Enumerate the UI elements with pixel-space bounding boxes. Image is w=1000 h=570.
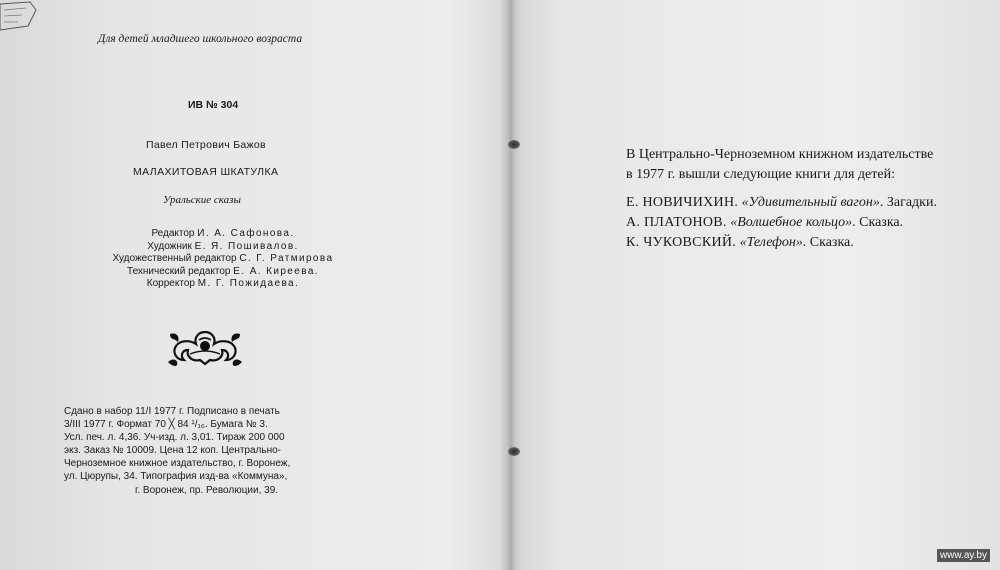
credits-list bbox=[88, 228, 358, 291]
age-note: Для детей младшего школьного возраста bbox=[98, 33, 303, 45]
book-entry bbox=[626, 213, 937, 233]
author-name: Павел Петрович Бажов bbox=[146, 139, 266, 151]
imprint-line: Черноземное книжное издательство, г. Воронеж, bbox=[64, 458, 291, 470]
announcement-line: в 1977 г. вышли следующие книги для детей: bbox=[626, 167, 895, 182]
floral-ornament-icon bbox=[166, 326, 244, 368]
ib-number: ИВ № 304 bbox=[188, 99, 239, 111]
credit-role: Корректор bbox=[146, 278, 195, 290]
book-entry-title: «Удивительный вагон» bbox=[741, 195, 880, 210]
announcement-line: В Центрально-Черноземном книжном издательстве bbox=[626, 147, 934, 162]
book-entry-title: «Телефон» bbox=[739, 235, 803, 250]
book-genre: . Загадки. bbox=[879, 195, 937, 210]
book-genre: . Сказка. bbox=[802, 235, 854, 250]
credit-role: Технический редактор bbox=[127, 265, 231, 277]
credit-name: М. Г. Пожидаева. bbox=[197, 278, 300, 290]
imprint-line: ул. Цюрупы, 34. Типография изд-ва «Коммуна», bbox=[64, 471, 288, 483]
credit-role: Художественный редактор bbox=[112, 253, 237, 265]
book-author: Е. НОВИЧИХИН. bbox=[626, 195, 739, 210]
right-page bbox=[505, 0, 1000, 570]
book-entry bbox=[626, 233, 937, 253]
credit-row bbox=[88, 253, 358, 266]
credit-name: Е. Я. Пошивалов. bbox=[194, 240, 299, 252]
credit-row bbox=[88, 266, 358, 279]
imprint-line: г. Воронеж, пр. Революции, 39. bbox=[134, 484, 279, 496]
imprint-line: Усл. печ. л. 4,36. Уч-изд. л. 3,01. Тираж 200 000 bbox=[64, 432, 285, 444]
book-genre: . Сказка. bbox=[852, 215, 904, 230]
imprint-line: 3/III 1977 г. Формат 70 ╳ 84 ¹/₁₆. Бумага № 3. bbox=[64, 419, 268, 431]
book-entry-title: «Волшебное кольцо» bbox=[730, 215, 853, 230]
book-title: МАЛАХИТОВАЯ ШКАТУЛКА bbox=[133, 166, 279, 178]
watermark: www.ay.by bbox=[937, 549, 990, 562]
credit-role: Редактор bbox=[151, 228, 195, 239]
book-subtitle: Уральские сказы bbox=[163, 194, 241, 206]
imprint-line: экз. Заказ № 10009. Цена 12 коп. Центрально- bbox=[64, 445, 281, 457]
imprint-block bbox=[64, 405, 349, 497]
credit-role: Художник bbox=[147, 240, 192, 252]
book-author: К. ЧУКОВСКИЙ. bbox=[626, 235, 737, 250]
corner-stamp-icon bbox=[0, 0, 40, 32]
credit-name: С. Г. Ратмирова bbox=[239, 253, 334, 265]
credit-name: И. А. Сафонова. bbox=[197, 228, 295, 239]
book-author: А. ПЛАТОНОВ. bbox=[626, 215, 727, 230]
books-list bbox=[626, 193, 937, 253]
imprint-line: Сдано в набор 11/I 1977 г. Подписано в печать bbox=[64, 406, 280, 417]
credit-row bbox=[88, 228, 358, 241]
book-entry bbox=[626, 193, 937, 213]
credit-row bbox=[88, 241, 358, 254]
publisher-announcement bbox=[626, 145, 986, 185]
credit-row bbox=[88, 278, 358, 291]
credit-name: Е. А. Киреева. bbox=[233, 265, 319, 277]
